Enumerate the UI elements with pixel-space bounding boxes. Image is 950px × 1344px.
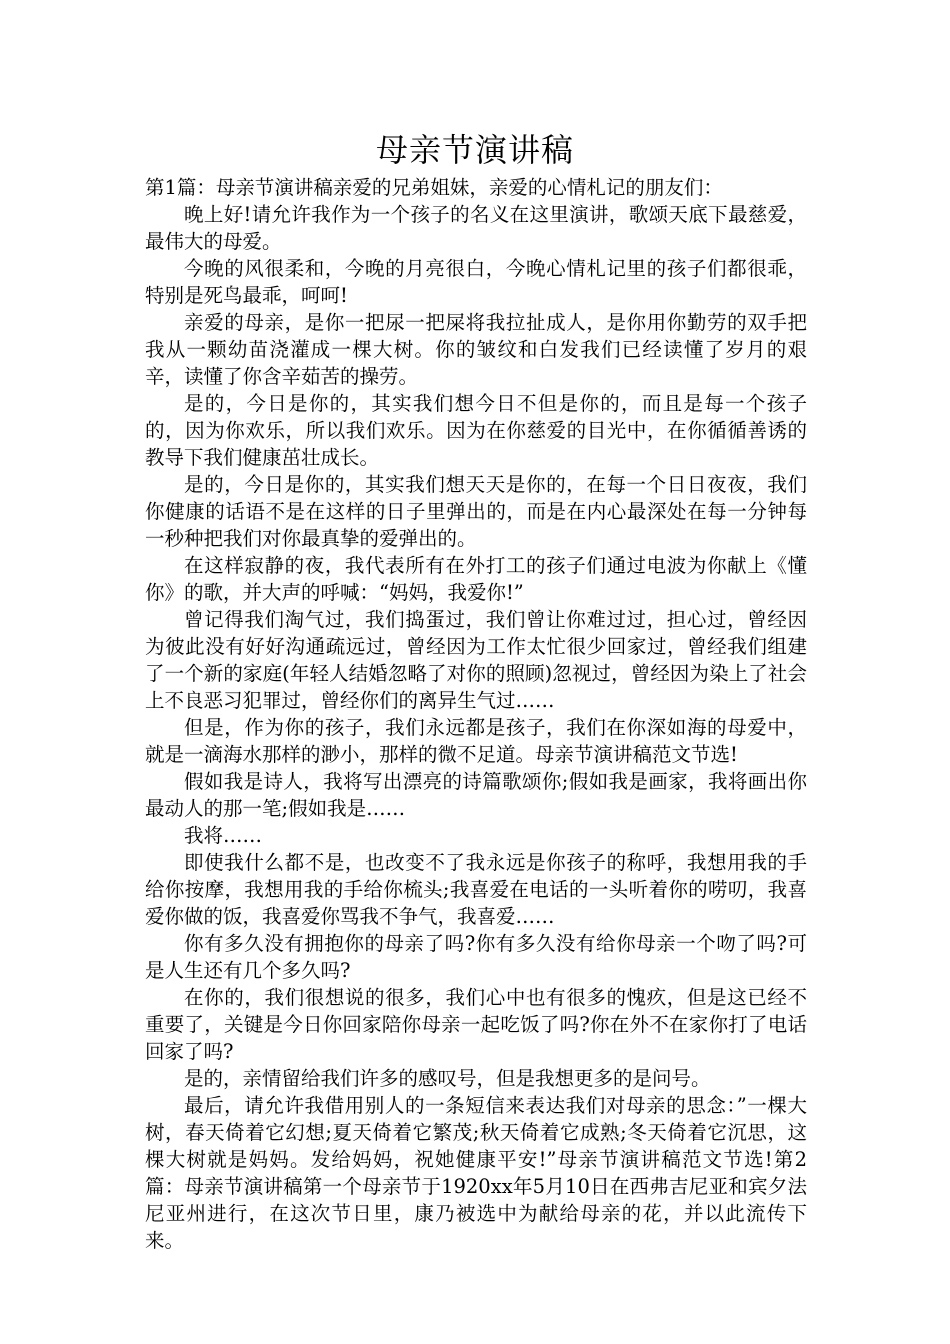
paragraph: 你有多久没有拥抱你的母亲了吗?你有多久没有给你母亲一个吻了吗?可是人生还有几个多久吗? [145, 932, 807, 982]
paragraph: 在这样寂静的夜，我代表所有在外打工的孩子们通过电波为你献上《懂你》的歌，并大声的呼喊：“妈妈，我爱你!” [145, 554, 807, 604]
paragraph: 在你的，我们很想说的很多，我们心中也有很多的愧疚，但是这已经不重要了，关键是今日你回家陪你母亲一起吃饭了吗?你在外不在家你打了电话回家了吗? [145, 986, 807, 1063]
paragraph: 是的，亲情留给我们许多的感叹号，但是我想更多的是问号。 [184, 1067, 711, 1090]
paragraph: 假如我是诗人，我将写出漂亮的诗篇歌颂你;假如我是画家，我将画出你最动人的那一笔;假如我是…… [145, 770, 807, 820]
paragraph: 晚上好!请允许我作为一个孩子的名义在这里演讲，歌颂天底下最慈爱，最伟大的母爱。 [145, 203, 807, 253]
paragraph-intro: 第1篇：母亲节演讲稿亲爱的兄弟姐妹，亲爱的心情札记的朋友们： [145, 176, 723, 199]
paragraph: 最后，请允许我借用别人的一条短信来表达我们对母亲的思念：”一棵大树，春天倚着它幻想;夏天倚着它繁茂;秋天倚着它成熟;冬天倚着它沉思，这棵大树就是妈妈。发给妈妈，祝她健康平安!”母亲节演讲稿范文节选!第2篇：母亲节演讲稿第一个母亲节于1920xx年5月10日在西弗吉尼亚和宾夕法尼亚州进行，在这次节日里，康乃被选中为献给母亲的花，并以此流传下来。 [145, 1094, 807, 1252]
document-title: 母亲节演讲稿 [375, 131, 574, 169]
paragraph: 即使我什么都不是，也改变不了我永远是你孩子的称呼，我想用我的手给你按摩，我想用我的手给你梳头;我喜爱在电话的一头听着你的唠叨，我喜爱你做的饭，我喜爱你骂我不争气，我喜爱…… [145, 851, 807, 928]
paragraph: 今晚的风很柔和，今晚的月亮很白，今晚心情札记里的孩子们都很乖，特别是死鸟最乖，呵呵! [145, 257, 807, 307]
document-body [145, 174, 807, 1254]
paragraph: 亲爱的母亲，是你一把尿一把屎将我拉扯成人，是你用你勤劳的双手把我从一颗幼苗浇灌成一棵大树。你的皱纹和白发我们已经读懂了岁月的艰辛，读懂了你含辛茹苦的操劳。 [145, 311, 807, 388]
paragraph: 我将…… [184, 824, 263, 847]
paragraph: 是的，今日是你的，其实我们想今日不但是你的，而且是每一个孩子的，因为你欢乐，所以我们欢乐。因为在你慈爱的目光中，在你循循善诱的教导下我们健康茁壮成长。 [145, 392, 807, 469]
paragraph: 曾记得我们淘气过，我们捣蛋过，我们曾让你难过过，担心过，曾经因为彼此没有好好沟通疏远过，曾经因为工作太忙很少回家过，曾经我们组建了一个新的家庭(年轻人结婚忽略了对你的照顾)忽视过，曾经因为染上了社会上不良恶习犯罪过，曾经你们的离异生气过…… [145, 608, 807, 712]
paragraph: 但是，作为你的孩子，我们永远都是孩子，我们在你深如海的母爱中，就是一滴海水那样的渺小，那样的微不足道。母亲节演讲稿范文节选! [145, 716, 807, 766]
paragraph: 是的，今日是你的，其实我们想天天是你的，在每一个日日夜夜，我们你健康的话语不是在这样的日子里弹出的，而是在内心最深处在每一分钟每一秒种把我们对你最真挚的爱弹出的。 [145, 473, 807, 550]
